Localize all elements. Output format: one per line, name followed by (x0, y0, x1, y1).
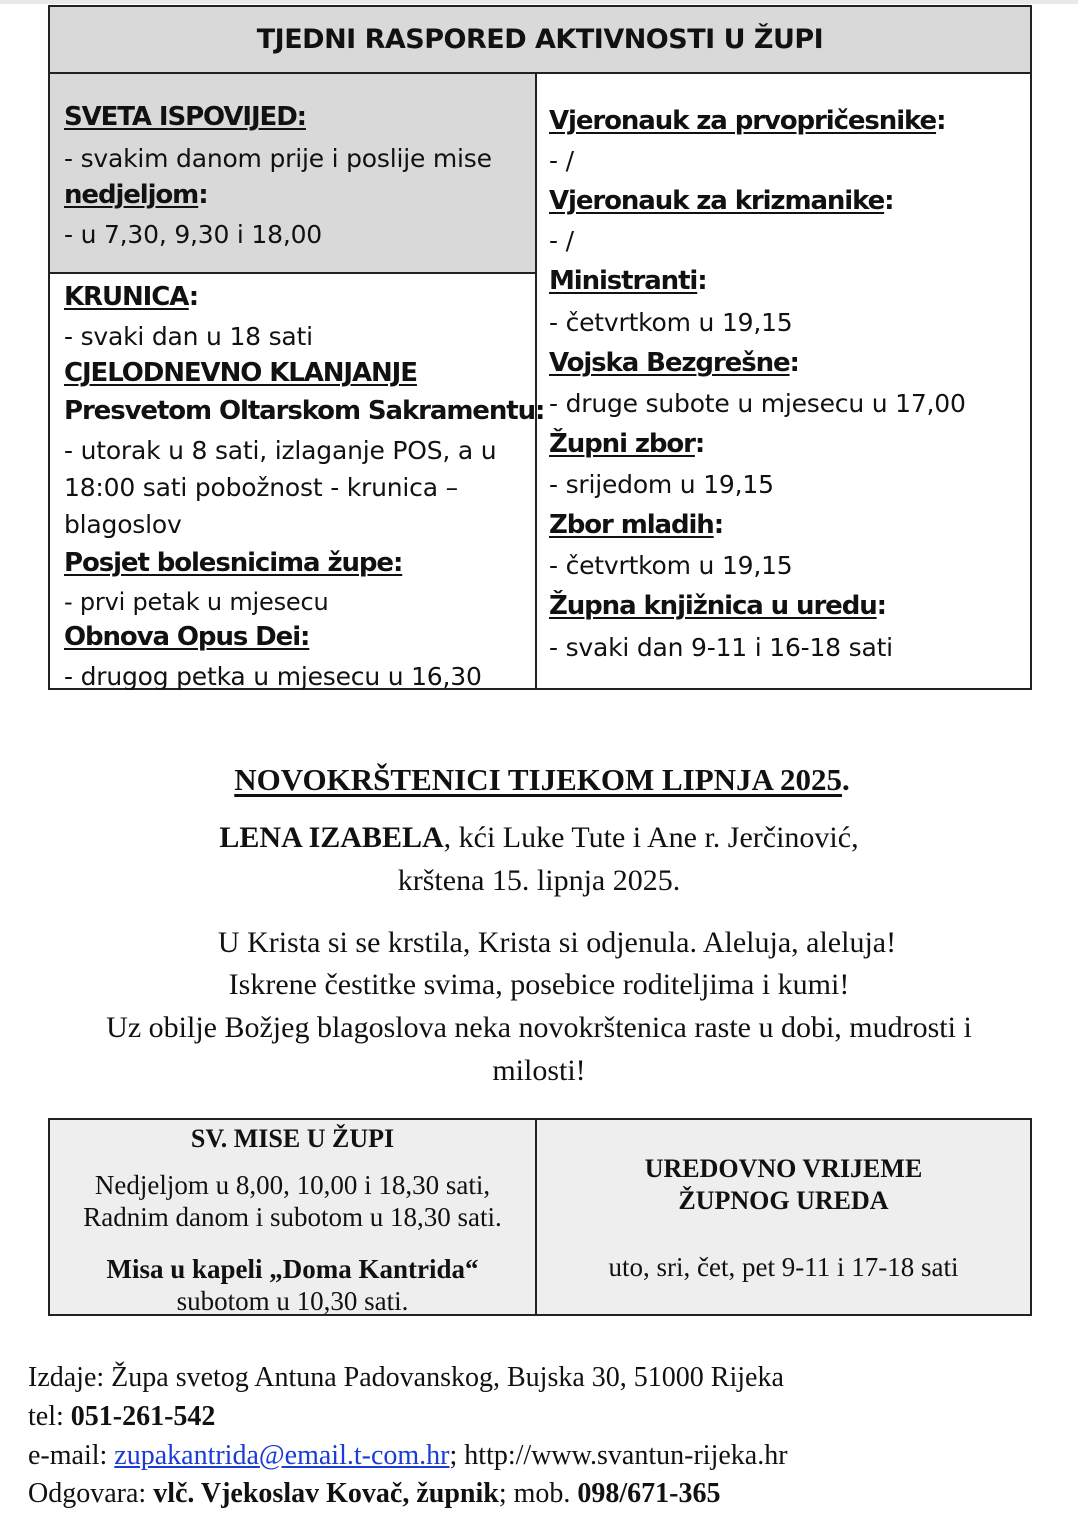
militia-line: - druge subote u mjesecu u 17,00 (549, 389, 966, 418)
baptism-wish-2: Iskrene čestitke svima, posebice roditeljima i kumi! (228, 968, 850, 1001)
parish-choir-line: - srijedom u 19,15 (549, 470, 774, 499)
confession-line: - svakim danom prije i poslije mise (64, 144, 492, 173)
activities-right-cell (537, 74, 1030, 688)
baptism-title (3, 762, 1078, 798)
baptism-date: krštena 15. lipnja 2025. (397, 864, 681, 897)
chapel-mass-title: Misa u kapeli „Doma Kantrida“ (106, 1254, 479, 1284)
sunday-times: - u 7,30, 9,30 i 18,00 (64, 220, 322, 249)
masses-weekday: Radnim danom i subotom u 18,30 sati. (83, 1202, 502, 1232)
confirmation-heading: Vjeronauk za krizmanike: (549, 186, 894, 216)
baptism-wish-1: U Krista si se krstila, Krista si odjenula. Aleluja, aleluja! (217, 926, 897, 959)
first-communion-line: - / (549, 146, 574, 175)
altar-servers-heading: Ministranti: (549, 266, 707, 296)
youth-choir-line: - četvrtkom u 19,15 (549, 551, 793, 580)
responsible-person: vlč. Vjekoslav Kovač, župnik (153, 1478, 499, 1509)
rosary-label: KRUNICA (64, 282, 189, 312)
weekly-schedule-table (48, 5, 1032, 690)
opus-dei-heading: Obnova Opus Dei: (64, 622, 310, 652)
mobile-number[interactable]: 098/671-365 (577, 1478, 721, 1509)
youth-choir-label: Zbor mladih (549, 510, 714, 540)
contact-line (28, 1440, 788, 1472)
rosary-line: - svaki dan u 18 sati (64, 322, 313, 351)
confirmation-line: - / (549, 226, 574, 255)
baptized-name: LENA IZABELA (219, 821, 444, 854)
adoration-line-2: 18:00 sati pobožnost - krunica – (64, 473, 458, 502)
phone-line (28, 1401, 215, 1433)
top-edge (0, 0, 1078, 4)
baptized-parents: , kći Luke Tute i Ane r. Jerčinović, (443, 821, 859, 854)
office-title-1: UREDOVNO VRIJEME (644, 1154, 923, 1183)
website[interactable]: ; http://www.svantun-rijeka.hr (449, 1440, 788, 1471)
baptism-name-line (0, 821, 1078, 855)
adoration-heading-2: Presvetom Oltarskom Sakramentu: (64, 396, 545, 426)
phone-label: tel: (28, 1401, 71, 1432)
library-line: - svaki dan 9-11 i 16-18 sati (549, 633, 893, 662)
opus-dei-line: - drugog petka u mjesecu u 16,30 (64, 662, 482, 691)
adoration-line-3: blagoslov (64, 510, 182, 539)
altar-servers-line: - četvrtkom u 19,15 (549, 308, 793, 337)
responsible-label: Odgovara: (28, 1478, 154, 1509)
sunday-label: nedjeljom (64, 180, 199, 210)
parish-choir-label: Župni zbor (549, 429, 695, 459)
confession-heading: SVETA ISPOVIJED: (64, 102, 306, 132)
office-hours: uto, sri, čet, pet 9-11 i 17-18 sati (608, 1252, 959, 1282)
office-title-2: ŽUPNOG UREDA (678, 1186, 889, 1215)
parish-choir-heading: Župni zbor: (549, 429, 705, 459)
visit-sick-heading: Posjet bolesnicima župe: (64, 548, 403, 578)
mobile-label: ; mob. (498, 1478, 578, 1509)
masses-sunday: Nedjeljom u 8,00, 10,00 i 18,30 sati, (94, 1170, 491, 1200)
militia-heading: Vojska Bezgrešne: (549, 348, 799, 378)
baptism-wish-3: Uz obilje Božjeg blagoslova neka novokrštenica raste u dobi, mudrosti i (106, 1011, 972, 1044)
rosary-heading: KRUNICA: (64, 282, 199, 312)
publisher-line: Izdaje: Župa svetog Antuna Padovanskog, Bujska 30, 51000 Rijeka (28, 1362, 784, 1393)
adoration-line-1: - utorak u 8 sati, izlaganje POS, a u (64, 436, 497, 465)
library-label: Župna knjižnica u uredu (549, 591, 877, 621)
confirmation-label: Vjeronauk za krizmanike (549, 186, 885, 216)
responsible-line (28, 1478, 720, 1510)
column-divider (535, 1120, 537, 1314)
altar-servers-label: Ministranti (549, 266, 698, 296)
email-link[interactable]: zupakantrida@email.t-com.hr (114, 1440, 450, 1471)
masses-title: SV. MISE U ŽUPI (190, 1124, 395, 1153)
baptism-title-text: NOVOKRŠTENICI TIJEKOM LIPNJA 2025 (234, 762, 842, 797)
first-communion-label: Vjeronauk za prvopričesnike (549, 106, 937, 136)
chapel-mass-time: subotom u 10,30 sati. (176, 1286, 409, 1316)
email-label: e-mail: (28, 1440, 115, 1471)
activities-left-cell (50, 276, 545, 691)
baptism-title-dot: . (841, 762, 850, 797)
visit-sick-line: - prvi petak u mjesecu (64, 588, 329, 616)
youth-choir-heading: Zbor mladih: (549, 510, 723, 540)
phone-number[interactable]: 051-261-542 (70, 1401, 216, 1432)
confession-cell (50, 74, 535, 274)
sunday-heading: nedjeljom: (64, 180, 208, 210)
masses-office-table (48, 1118, 1032, 1316)
baptism-wish-4: milosti! (492, 1054, 586, 1087)
library-heading: Župna knjižnica u uredu: (549, 591, 886, 621)
schedule-title: TJEDNI RASPORED AKTIVNOSTI U ŽUPI (50, 7, 1030, 74)
adoration-heading: CJELODNEVNO KLANJANJE (64, 358, 417, 388)
militia-label: Vojska Bezgrešne (549, 348, 790, 378)
first-communion-heading: Vjeronauk za prvopričesnike: (549, 106, 946, 136)
